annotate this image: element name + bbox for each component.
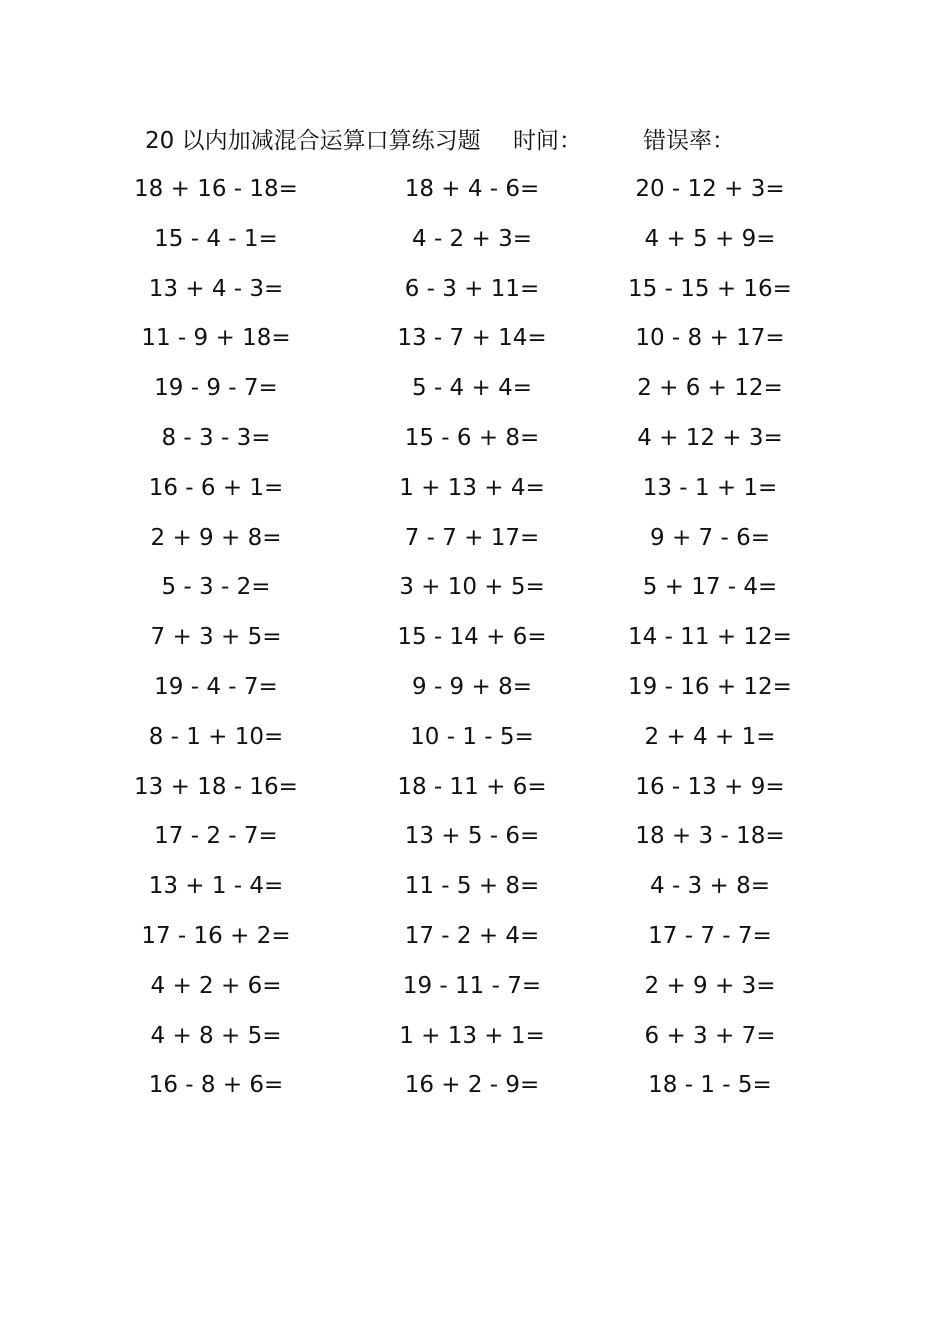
problem-row [0, 315, 950, 365]
math-problem: 13 + 18 - 16= [134, 773, 298, 800]
problem-row [0, 266, 950, 316]
math-problem: 7 - 7 + 17= [404, 524, 540, 551]
problem-row [0, 714, 950, 764]
math-problem: 4 - 2 + 3= [412, 225, 532, 252]
math-problem: 10 - 8 + 17= [635, 325, 785, 352]
math-problem: 18 + 3 - 18= [635, 823, 785, 850]
math-problem: 19 - 11 - 7= [402, 972, 542, 999]
math-problem: 1 + 13 + 1= [399, 1022, 545, 1049]
math-problem: 4 - 3 + 8= [650, 873, 770, 900]
math-problem: 17 - 7 - 7= [648, 922, 772, 949]
problem-row [0, 365, 950, 415]
math-problem: 6 - 3 + 11= [404, 275, 540, 302]
math-problem: 18 - 11 + 6= [397, 773, 547, 800]
math-problem: 14 - 11 + 12= [628, 624, 792, 651]
worksheet-title: 20 以内加减混合运算口算练习题 [145, 128, 481, 154]
math-problem: 16 - 8 + 6= [148, 1072, 284, 1099]
error-rate-label: 错误率： [643, 128, 735, 154]
problem-row [0, 813, 950, 863]
problem-row [0, 166, 950, 216]
math-problem: 15 - 6 + 8= [404, 424, 540, 451]
math-problem: 5 - 3 - 2= [161, 574, 271, 601]
math-problem: 4 + 8 + 5= [150, 1022, 282, 1049]
math-problem: 19 - 4 - 7= [154, 673, 278, 700]
math-problem: 6 + 3 + 7= [644, 1022, 776, 1049]
math-problem: 5 + 17 - 4= [642, 574, 778, 601]
math-problem: 20 - 12 + 3= [635, 176, 785, 202]
problem-row [0, 465, 950, 515]
math-problem: 1 + 13 + 4= [399, 474, 545, 501]
math-problem: 10 - 1 - 5= [410, 723, 534, 750]
math-problem: 13 + 1 - 4= [148, 873, 284, 900]
math-problem: 18 + 16 - 18= [134, 176, 298, 202]
math-problem: 16 + 2 - 9= [404, 1072, 540, 1099]
math-problem: 13 - 7 + 14= [397, 325, 547, 352]
math-problem: 4 + 2 + 6= [150, 972, 282, 999]
math-problem: 2 + 9 + 3= [644, 972, 776, 999]
math-problem: 15 - 14 + 6= [397, 624, 547, 651]
problem-row [0, 1062, 950, 1112]
math-problem: 16 - 13 + 9= [635, 773, 785, 800]
math-problem: 17 - 2 - 7= [154, 823, 278, 850]
math-problem: 9 - 9 + 8= [412, 673, 532, 700]
math-problem: 11 - 9 + 18= [141, 325, 291, 352]
math-problem: 8 - 3 - 3= [161, 424, 271, 451]
math-problem: 5 - 4 + 4= [412, 375, 532, 402]
math-problem: 4 + 5 + 9= [644, 225, 776, 252]
math-problem: 15 - 4 - 1= [154, 225, 278, 252]
math-problem: 9 + 7 - 6= [650, 524, 770, 551]
math-problem: 2 + 9 + 8= [150, 524, 282, 551]
problem-row [0, 216, 950, 266]
math-problem: 13 + 4 - 3= [148, 275, 284, 302]
problem-row [0, 863, 950, 913]
problem-row [0, 764, 950, 814]
problem-row [0, 963, 950, 1013]
math-problem: 8 - 1 + 10= [148, 723, 284, 750]
math-problem: 13 - 1 + 1= [642, 474, 778, 501]
problem-row [0, 515, 950, 565]
problem-row [0, 415, 950, 465]
math-problem: 17 - 2 + 4= [404, 922, 540, 949]
math-problem: 7 + 3 + 5= [150, 624, 282, 651]
math-problem: 13 + 5 - 6= [404, 823, 540, 850]
math-problem: 4 + 12 + 3= [637, 424, 783, 451]
math-problem: 2 + 4 + 1= [644, 723, 776, 750]
problem-row [0, 1013, 950, 1063]
math-problem: 18 - 1 - 5= [648, 1072, 772, 1099]
problem-row [0, 564, 950, 614]
problem-grid [0, 166, 950, 1112]
problem-row [0, 913, 950, 963]
math-problem: 16 - 6 + 1= [148, 474, 284, 501]
math-problem: 19 - 16 + 12= [628, 673, 792, 700]
math-problem: 19 - 9 - 7= [154, 375, 278, 402]
math-problem: 18 + 4 - 6= [404, 176, 540, 202]
problem-row [0, 664, 950, 714]
math-problem: 3 + 10 + 5= [399, 574, 545, 601]
math-problem: 2 + 6 + 12= [637, 375, 783, 402]
problem-row [0, 614, 950, 664]
math-problem: 11 - 5 + 8= [404, 873, 540, 900]
time-label: 时间： [513, 128, 582, 154]
math-problem: 17 - 16 + 2= [141, 922, 291, 949]
math-problem: 15 - 15 + 16= [628, 275, 792, 302]
